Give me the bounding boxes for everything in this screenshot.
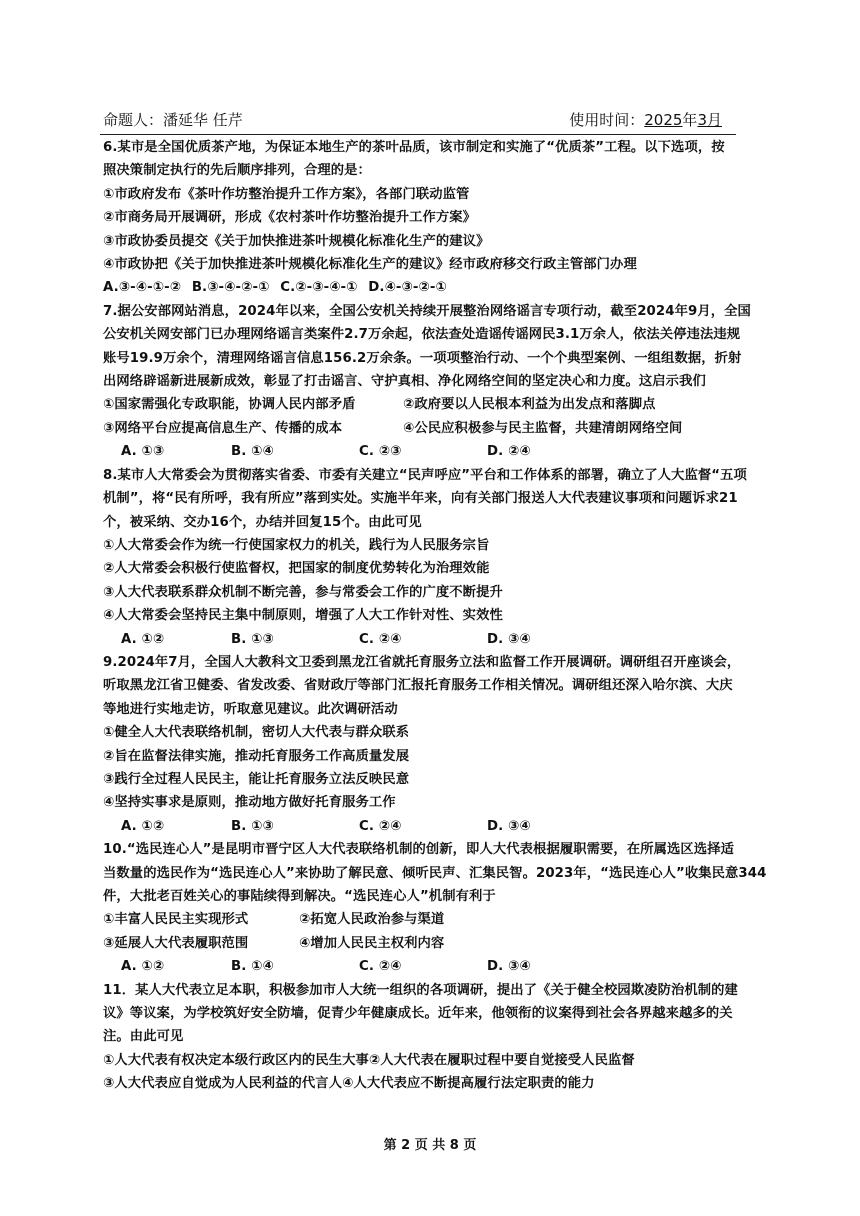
question-stem: 个，被采纳、交办16个，办结并回复15个。由此可见: [103, 514, 422, 530]
question-11: [103, 979, 743, 1096]
question-stem: 7.据公安部网站消息，2024年以来，全国公安机关持续开展整治网络谣言专项行动，截至2024年9月，全国: [103, 303, 751, 319]
statement-row: [103, 417, 743, 440]
statement: ③延展人大代表履职范围: [103, 935, 249, 951]
option-c[interactable]: C. ②④: [359, 818, 402, 834]
statement: ①丰富人民民主实现形式: [103, 912, 249, 928]
statement: ③市政协委员提交《关于加快推进茶叶规模化标准化生产的建议》: [103, 233, 490, 249]
option-c[interactable]: C. ②④: [359, 631, 402, 647]
statement: ④增加人民民主权利内容: [299, 935, 445, 951]
statement: ②市商务局开展调研，形成《农村茶叶作坊整治提升工作方案》: [103, 210, 477, 226]
option-b[interactable]: B. ①④: [231, 444, 274, 460]
question-stem: 听取黑龙江省卫健委、省发改委、省财政厅等部门汇报托育服务工作相关情况。调研组还深入哈尔滨、大庆: [103, 678, 733, 694]
statement: ①健全人大代表联络机制，密切人大代表与群众联系: [103, 725, 410, 741]
header-divider: [100, 134, 736, 135]
statement: ③网络平台应提高信息生产、传播的成本: [103, 420, 343, 436]
statement: ②人大常委会积极行使监督权，把国家的制度优势转化为治理效能: [103, 561, 490, 577]
question-stem: 6.某市是全国优质茶产地，为保证本地生产的茶叶品质，该市制定和实施了“优质茶”工程。以下选项，按: [103, 140, 725, 155]
question-stem: 8.某市人大常委会为贯彻落实省委、市委有关建立“民声呼应”平台和工作体系的部署，确立了人大监督“五项: [103, 467, 747, 483]
question-stem: 等地进行实地走访，听取意见建议。此次调研活动: [103, 701, 398, 717]
statement: ④公民应积极参与民主监督，共建清朗网络空间: [403, 420, 683, 436]
option-a[interactable]: A. ①③: [121, 444, 165, 460]
statement: ①市政府发布《茶叶作坊整治提升工作方案》，各部门联动监管: [103, 186, 470, 202]
question-stem: 注。由此可见: [103, 1029, 184, 1045]
answer-options: [103, 440, 743, 463]
page-header: [103, 110, 722, 130]
statement: ④市政协把《关于加快推进茶叶规模化标准化生产的建议》经市政府移交行政主管部门办理: [103, 257, 637, 273]
question-stem: 公安机关网安部门已办理网络谣言类案件2.7万余起，依法查处造谣传谣网民3.1万余人，依法关停违法违规: [103, 327, 741, 343]
statement-row: [103, 908, 743, 931]
option-c[interactable]: C. ②④: [359, 959, 402, 975]
option-d[interactable]: D. ③④: [487, 959, 531, 975]
question-list: [103, 136, 767, 1096]
question-8: [103, 464, 747, 651]
option-c[interactable]: C. ②③: [359, 444, 402, 460]
option-a[interactable]: A. ①②: [121, 959, 165, 975]
statement: ①国家需强化专政职能，协调人民内部矛盾: [103, 397, 356, 413]
option-d[interactable]: D. ③④: [487, 631, 531, 647]
question-stem: 9.2024年7月，全国人大教科文卫委到黑龙江省就托育服务立法和监督工作开展调研。调研组召开座谈会，: [103, 654, 741, 670]
answer-options: [103, 815, 743, 838]
statement: ①人大常委会作为统一行使国家权力的机关，践行为人民服务宗旨: [103, 537, 490, 553]
option-d[interactable]: D.④-③-②-①: [368, 280, 447, 296]
statement: ③践行全过程人民民主，能让托育服务立法反映民意: [103, 771, 410, 787]
statement: ②旨在监督法律实施，推动托育服务工作高质量发展: [103, 748, 410, 764]
option-b[interactable]: B.③-④-②-①: [191, 280, 270, 296]
statement: ②拓宽人民政治参与渠道: [299, 912, 445, 928]
option-a[interactable]: A.③-④-①-②: [103, 280, 182, 296]
answer-options: [103, 276, 743, 299]
statement: ④人大常委会坚持民主集中制原则，增强了人大工作针对性、实效性: [103, 608, 503, 624]
question-stem: 当数量的选民作为“选民连心人”来协助了解民意、倾听民声、汇集民智。2023年，“选民连心人”收集民意344: [103, 865, 767, 881]
option-b[interactable]: B. ①③: [231, 818, 274, 834]
statement-row: [103, 393, 743, 416]
option-d[interactable]: D. ③④: [487, 818, 531, 834]
question-stem: 账号19.9万余个，清理网络谣言信息156.2万余条。一项项整治行动、一个个典型案例、一组组数据，折射: [103, 350, 742, 366]
question-stem: 10.“选民连心人”是昆明市晋宁区人大代表联络机制的创新，即人大代表根据履职需要，在所属选区选择适: [103, 842, 734, 858]
question-stem: 议》等议案，为学校筑好安全防墙，促青少年健康成长。近年来，他领衔的议案得到社会各界越来越多的关: [103, 1006, 733, 1022]
option-b[interactable]: B. ①③: [231, 631, 274, 647]
option-a[interactable]: A. ①②: [121, 818, 165, 834]
question-7: [103, 300, 751, 464]
statement: ②政府要以人民根本利益为出发点和落脚点: [403, 397, 656, 413]
option-b[interactable]: B. ①④: [231, 959, 274, 975]
question-stem: 11．某人大代表立足本职，积极参加市人大统一组织的各项调研，提出了《关于健全校园欺凌防治机制的建: [103, 982, 738, 998]
question-6: [103, 136, 743, 300]
option-c[interactable]: C.②-③-④-①: [280, 280, 358, 296]
question-9: [103, 651, 743, 838]
question-10: [103, 838, 767, 978]
option-d[interactable]: D. ②④: [487, 444, 531, 460]
usage-time: 使用时间：2025年3月: [569, 111, 722, 129]
question-stem: 机制”，将“民有所呼，我有所应”落到实处。实施半年来，向有关部门报送人大代表建议事项和问题诉求21: [103, 491, 738, 507]
question-stem: 件，大批老百姓关心的事陆续得到解决。“选民连心人”机制有利于: [103, 889, 496, 904]
statement: ④坚持实事求是原则，推动地方做好托育服务工作: [103, 795, 396, 811]
option-a[interactable]: A. ①②: [121, 631, 165, 647]
statement: ③人大代表联系群众机制不断完善，参与常委会工作的广度不断提升: [103, 584, 503, 600]
statement-row: [103, 932, 743, 955]
statement-row: ①人大代表有权决定本级行政区内的民生大事②人大代表在履职过程中要自觉接受人民监督: [103, 1052, 635, 1068]
question-stem: 出网络辟谣新进展新成效，彰显了打击谣言、守护真相、净化网络空间的坚定决心和力度。这启示我们: [103, 374, 706, 390]
question-stem: 照决策制定执行的先后顺序排列，合理的是：: [103, 163, 371, 179]
page-number: 第 2 页 共 8 页: [383, 1138, 477, 1153]
answer-options: [103, 628, 743, 651]
answer-options: [103, 955, 743, 978]
statement-row: ③人大代表应自觉成为人民利益的代言人④人大代表应不断提高履行法定职责的能力: [103, 1076, 595, 1092]
author-line: 命题人：潘延华 任芹: [103, 111, 243, 129]
